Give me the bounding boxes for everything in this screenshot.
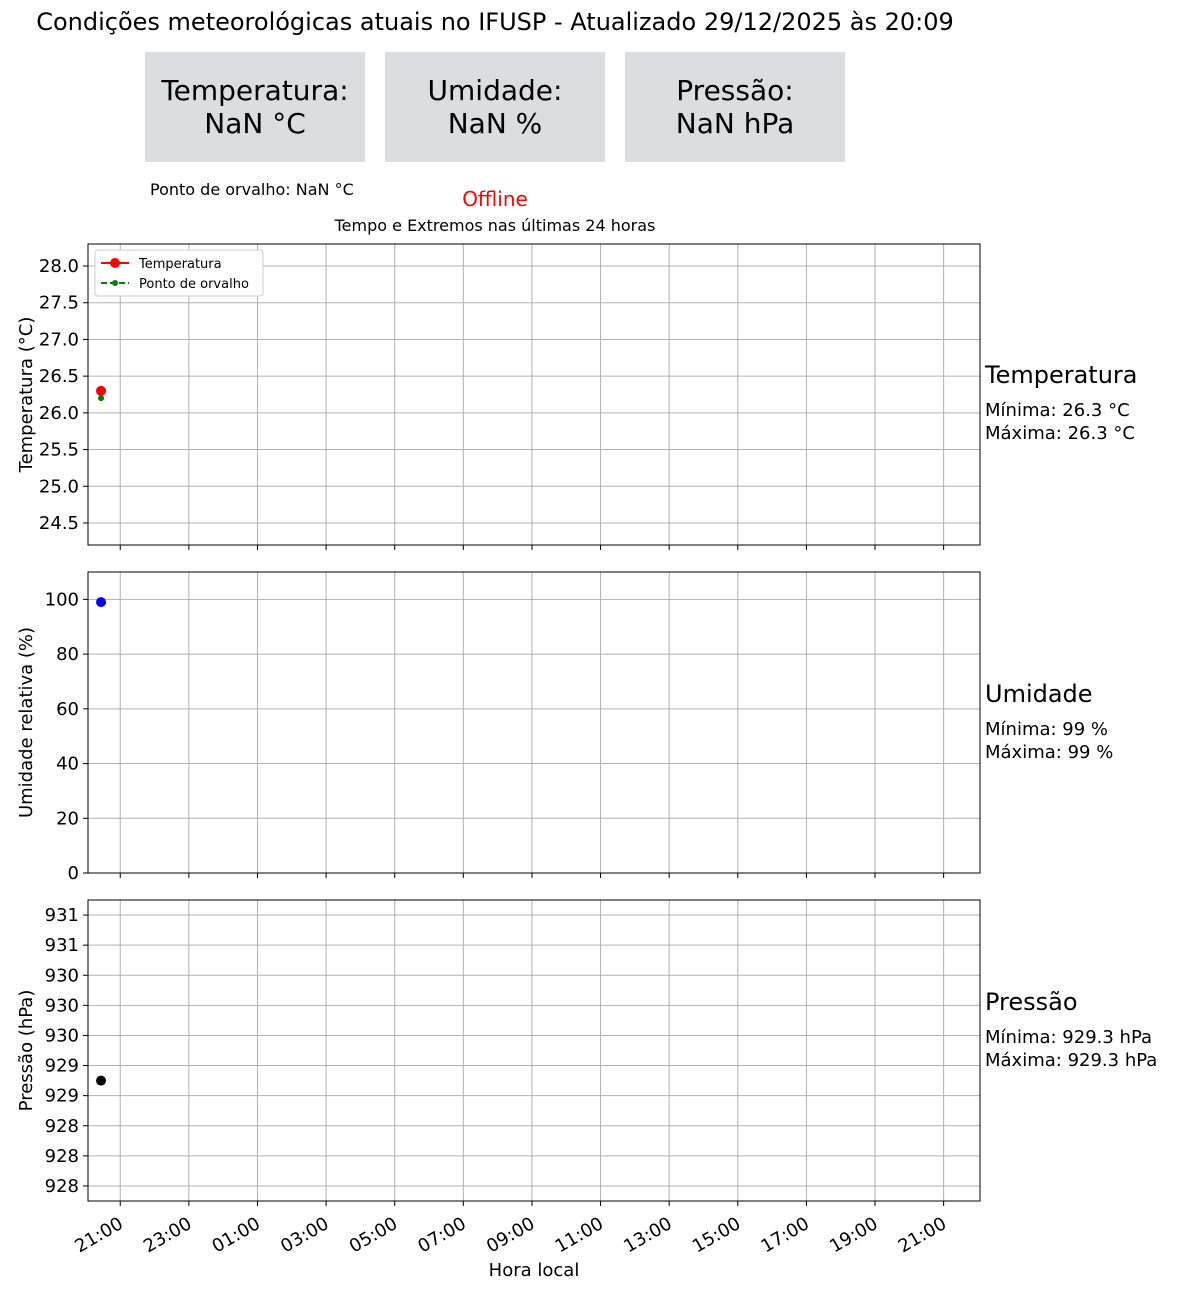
pressure-point-pressão (96, 1076, 106, 1086)
humidity-side-title: Umidade (985, 680, 1093, 708)
temperature-legend (95, 250, 263, 296)
temperature-y-tick-label: 28.0 (38, 256, 79, 278)
temperature-y-tick-label: 27.0 (38, 329, 79, 351)
pressure-y-tick-label: 929 (44, 1085, 79, 1107)
x-tick-label: 19:00 (826, 1213, 882, 1258)
pressure-side-max: Máxima: 929.3 hPa (985, 1050, 1158, 1071)
x-tick-label: 01:00 (208, 1213, 264, 1258)
humidity-axes-frame (88, 572, 980, 873)
humidity-y-axis-label: Umidade relativa (%) (16, 626, 37, 819)
x-tick-label: 03:00 (277, 1213, 333, 1258)
pressure-y-tick-label: 930 (44, 995, 79, 1017)
temperature-point-temperatura (96, 386, 106, 396)
charts-subtitle: Tempo e Extremos nas últimas 24 horas (334, 216, 656, 235)
pressure-card-value: NaN hPa (675, 107, 795, 140)
temperature-side-title: Temperatura (985, 361, 1138, 389)
temperature-y-axis-label: Temperatura (°C) (16, 316, 37, 473)
temperature-y-tick-label: 25.0 (38, 476, 79, 498)
humidity-y-tick-label: 80 (56, 644, 79, 666)
x-tick-label: 15:00 (688, 1213, 745, 1258)
temperature-y-tick-label: 24.5 (38, 512, 79, 534)
legend-dew-point-marker (112, 280, 118, 286)
x-tick-label: 09:00 (483, 1213, 539, 1258)
status-badge: Offline (462, 187, 528, 211)
temperature-y-tick-label: 26.5 (38, 366, 79, 388)
pressure-y-tick-label: 930 (44, 965, 79, 987)
x-tick-label: 21:00 (894, 1213, 951, 1258)
pressure-side-title: Pressão (985, 988, 1078, 1016)
x-tick-label: 17:00 (757, 1213, 813, 1258)
pressure-y-tick-label: 928 (44, 1115, 79, 1137)
dew-point-text: Ponto de orvalho: NaN °C (150, 180, 354, 199)
pressure-y-tick-label: 930 (44, 1025, 79, 1047)
temperature-card-value: NaN °C (204, 107, 306, 140)
humidity-card-label: Umidade: (427, 74, 563, 107)
pressure-y-tick-label: 928 (44, 1145, 79, 1167)
temperature-point-ponto-de-orvalho (98, 395, 104, 401)
humidity-y-tick-label: 20 (56, 808, 79, 830)
humidity-side-min: Mínima: 99 % (985, 719, 1109, 740)
temperature-chart (16, 244, 1138, 550)
temperature-side-max: Máxima: 26.3 °C (985, 423, 1135, 444)
humidity-y-tick-label: 100 (44, 589, 79, 611)
x-tick-label: 21:00 (71, 1213, 127, 1258)
temperature-y-tick-label: 25.5 (38, 439, 79, 461)
x-tick-label: 13:00 (620, 1213, 676, 1258)
temperature-card-label: Temperatura: (161, 74, 349, 107)
x-tick-label: 11:00 (551, 1213, 608, 1258)
pressure-y-axis-label: Pressão (hPa) (16, 989, 37, 1112)
legend-temperature-marker (110, 258, 120, 268)
temperature-y-tick-label: 26.0 (38, 402, 79, 424)
temperature-side-min: Mínima: 26.3 °C (985, 400, 1130, 421)
x-axis-label: Hora local (488, 1260, 580, 1281)
humidity-y-tick-label: 60 (56, 698, 79, 720)
humidity-side-max: Máxima: 99 % (985, 742, 1114, 763)
page-title: Condições meteorológicas atuais no IFUSP - Atualizado 29/12/2025 às 20:09 (36, 8, 954, 36)
pressure-y-tick-label: 931 (44, 935, 79, 957)
pressure-chart (16, 900, 1157, 1281)
legend-temperature-label: Temperatura (139, 257, 222, 272)
humidity-y-tick-label: 40 (56, 753, 79, 775)
x-tick-label: 05:00 (345, 1213, 402, 1258)
pressure-side-min: Mínima: 929.3 hPa (985, 1027, 1153, 1048)
x-tick-label: 23:00 (139, 1213, 196, 1258)
pressure-y-tick-label: 928 (44, 1175, 79, 1197)
pressure-card-label: Pressão: (676, 74, 794, 107)
pressure-y-tick-label: 931 (44, 905, 79, 927)
x-tick-label: 07:00 (414, 1213, 470, 1258)
humidity-y-tick-label: 0 (67, 863, 79, 884)
humidity-card-value: NaN % (447, 107, 543, 140)
pressure-y-tick-label: 929 (44, 1055, 79, 1077)
humidity-point-umidade (96, 597, 106, 607)
temperature-y-tick-label: 27.5 (38, 292, 79, 314)
humidity-chart (16, 572, 1113, 884)
legend-dew-point-label: Ponto de orvalho (139, 277, 249, 292)
